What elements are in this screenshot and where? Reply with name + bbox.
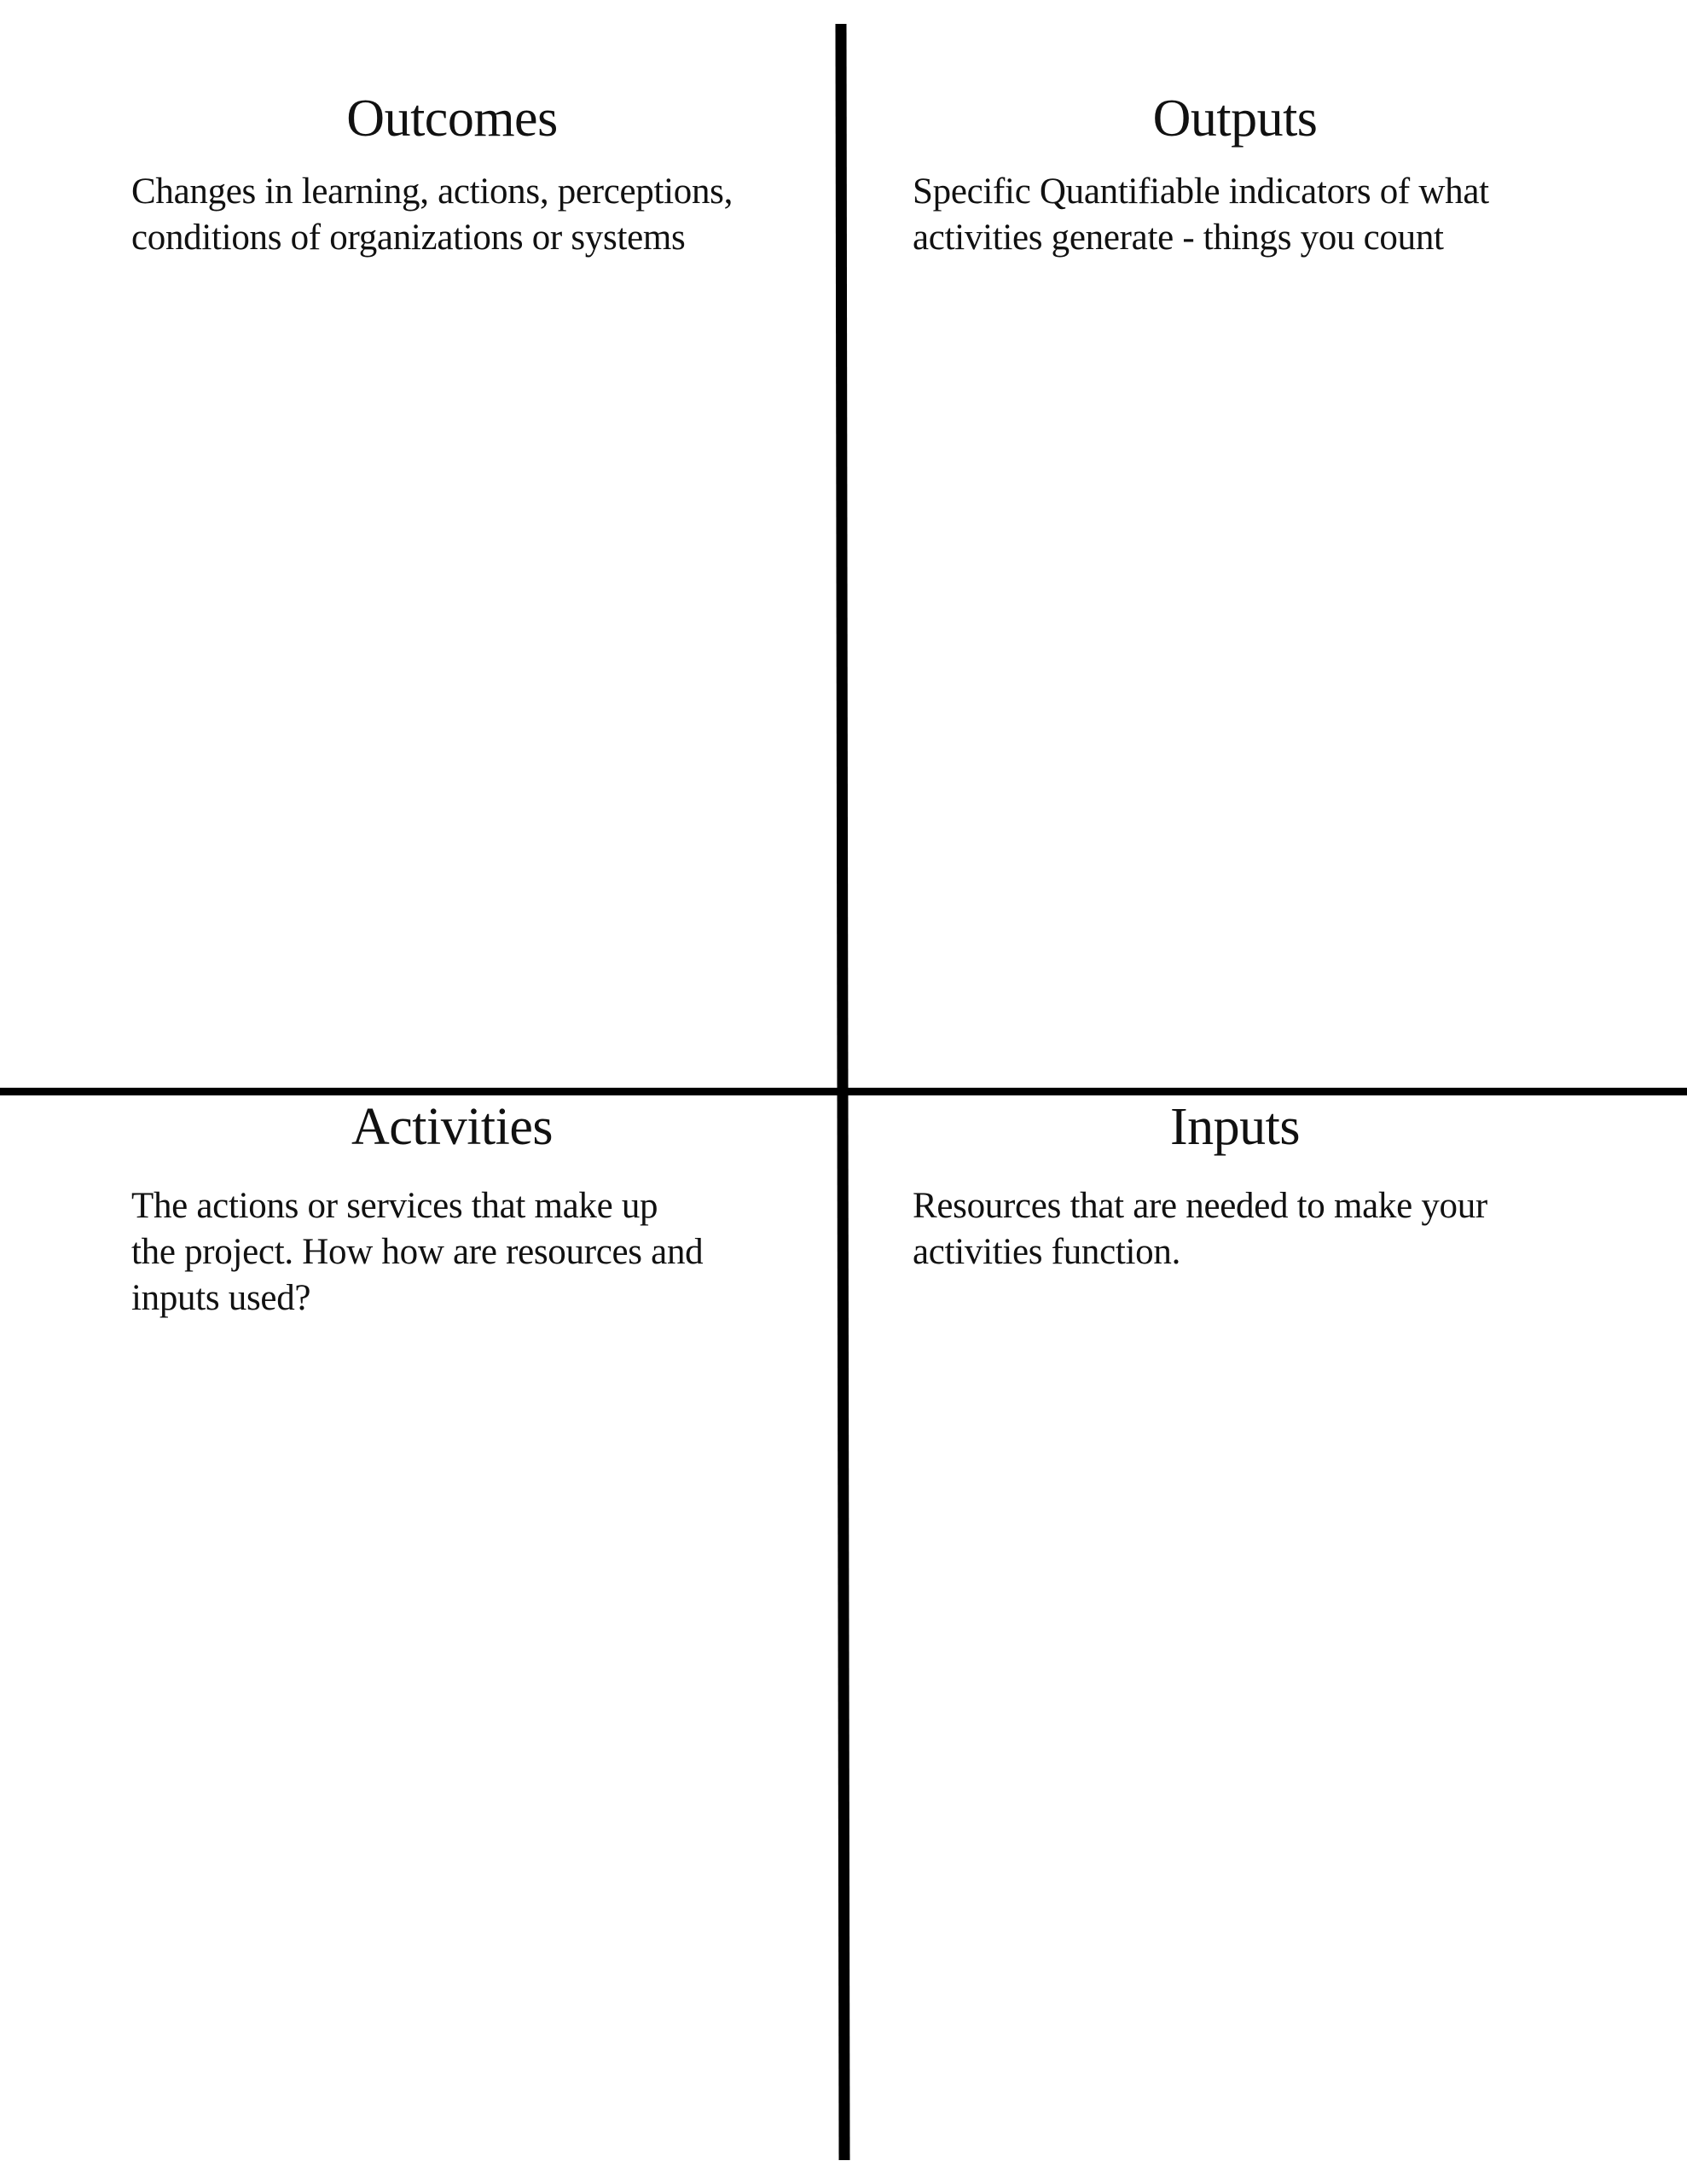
- activities-description: The actions or services that make up the project. How how are resources and inputs used?: [131, 1186, 704, 1318]
- activities-heading: Activities: [351, 1098, 554, 1156]
- outcomes-description: Changes in learning, actions, perceptions, conditions of organizations or systems: [131, 171, 733, 258]
- outcomes-heading: Outcomes: [346, 90, 558, 148]
- inputs-description: Resources that are needed to make your activities function.: [913, 1186, 1487, 1272]
- outputs-heading: Outputs: [1152, 90, 1318, 148]
- outputs-description: Specific Quantifiable indicators of what activities generate - things you count: [913, 171, 1489, 258]
- inputs-heading: Inputs: [1170, 1098, 1300, 1156]
